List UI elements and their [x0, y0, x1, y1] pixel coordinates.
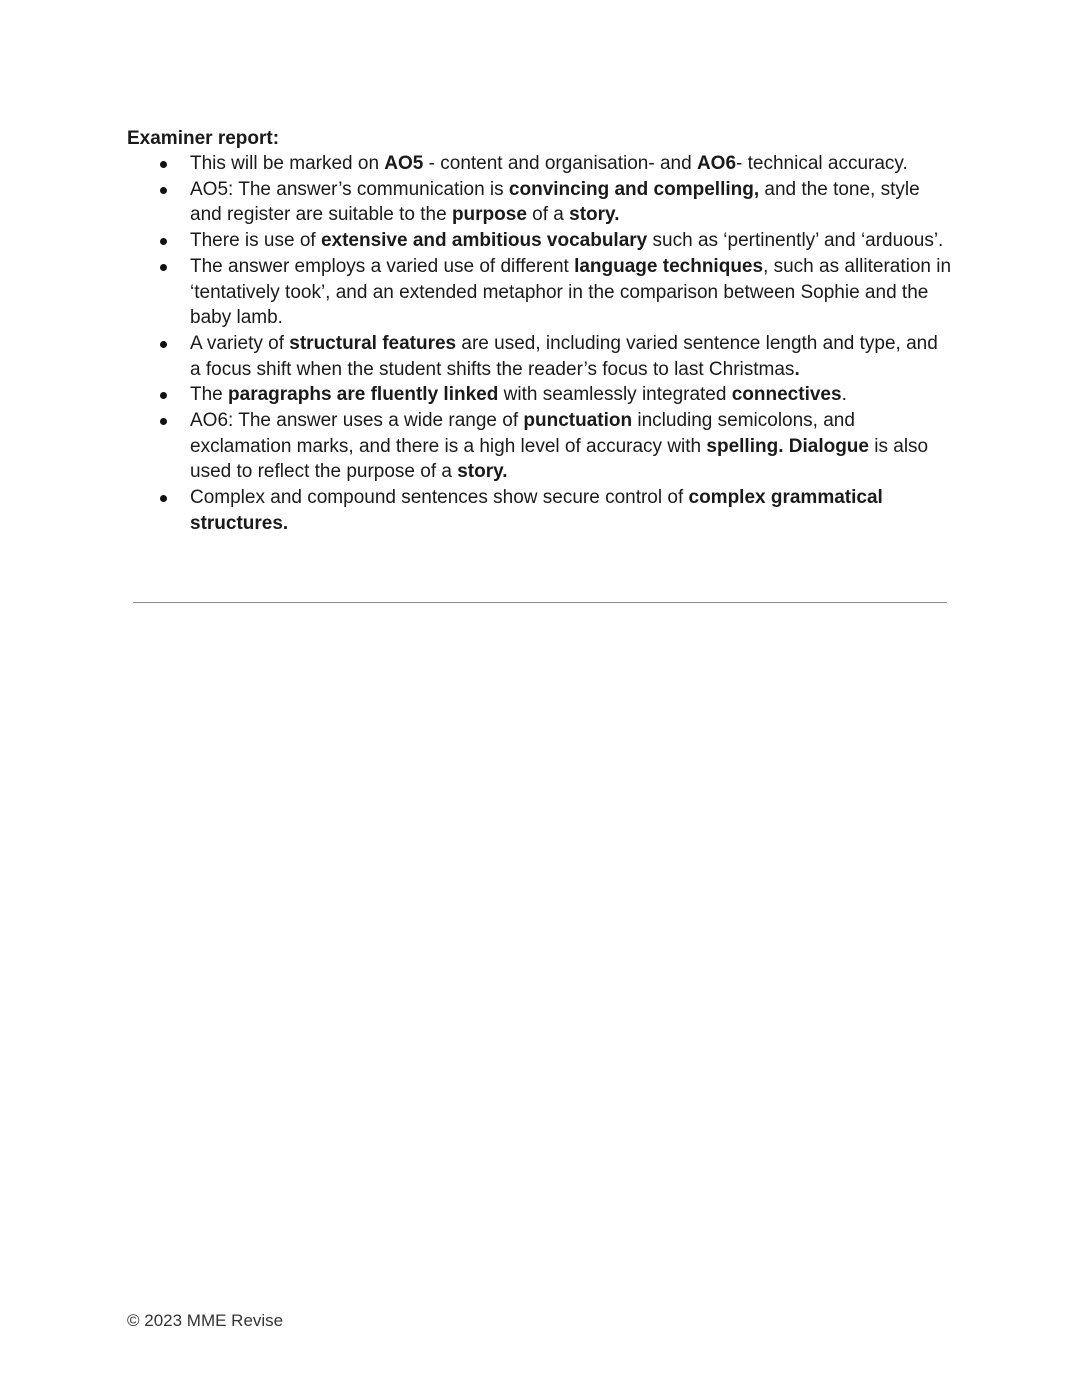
text-run: A variety of: [190, 332, 290, 354]
bullet-icon: [160, 264, 167, 271]
text-run: such as ‘pertinently’ and ‘arduous’.: [647, 230, 944, 252]
text-run: with seamlessly integrated: [498, 384, 732, 406]
text-run: This will be marked on: [190, 153, 385, 174]
text-run: .: [841, 384, 847, 406]
examiner-report-list: [0, 151, 1080, 537]
bullet-text: [190, 410, 928, 482]
text-run: The: [190, 384, 229, 406]
text-run: There is use of: [190, 230, 321, 252]
list-item: [0, 254, 1080, 331]
bold-text-run: story.: [457, 461, 508, 483]
bullet-icon: [160, 418, 167, 425]
bold-text-run: convincing and compelling,: [508, 178, 760, 200]
bullet-text: [190, 153, 908, 174]
text-run: and the tone, style and register are suitable to the: [190, 178, 920, 226]
text-run: including semicolons, and exclamation marks, and there is a high level of accuracy with: [190, 410, 855, 457]
bold-text-run: AO6: [696, 153, 737, 174]
examiner-report-heading: Examiner report:: [127, 128, 280, 149]
bullet-icon: [160, 495, 167, 502]
copyright-footer: © 2023 MME Revise: [127, 1311, 284, 1330]
bullet-icon: [160, 341, 167, 348]
bold-text-run: connectives: [731, 384, 842, 406]
text-run: of a: [526, 204, 570, 226]
bullet-icon: [160, 392, 167, 399]
bold-text-run: story.: [569, 204, 620, 226]
list-item: [0, 408, 1080, 485]
text-run: AO5: The answer’s communication is: [190, 178, 509, 200]
bold-text-run: language techniques: [574, 255, 764, 277]
list-item: [0, 151, 1080, 177]
bold-text-run: complex grammatical structures.: [190, 487, 883, 534]
bold-text-run: punctuation: [523, 410, 633, 432]
horizontal-divider: [133, 602, 947, 603]
text-run: , such as alliteration in ‘tentatively took’, and an extended metaphor in the comparison between Sophie and the baby lamb.: [190, 255, 952, 329]
bullet-text: [190, 333, 938, 380]
text-run: AO6: The answer uses a wide range of: [190, 410, 524, 432]
bullet-text: [190, 179, 920, 226]
bullet-text: [190, 384, 847, 405]
bold-text-run: .: [794, 358, 800, 380]
text-run: The answer employs a varied use of different: [190, 255, 575, 277]
bold-text-run: paragraphs are fluently linked: [228, 384, 499, 406]
text-run: are used, including varied sentence length and type, and a focus shift when the student shifts the reader’s focus to last Christmas: [190, 332, 938, 380]
bullet-icon: [160, 238, 167, 245]
text-run: - content and organisation- and: [423, 153, 697, 174]
bullet-icon: [160, 187, 167, 194]
bullet-icon: [160, 161, 167, 168]
list-item: [0, 382, 1080, 408]
text-run: is also used to reflect the purpose of a: [190, 435, 929, 483]
bullet-text: [190, 230, 943, 251]
list-item: [0, 331, 1080, 382]
list-item: [0, 485, 1080, 536]
bullet-text: [190, 487, 883, 534]
bold-text-run: structural features: [289, 332, 457, 354]
bold-text-run: spelling. Dialogue: [706, 435, 869, 457]
bullet-text: [190, 256, 951, 328]
text-run: Complex and compound sentences show secure control of: [190, 487, 689, 509]
list-item: [0, 177, 1080, 228]
bold-text-run: extensive and ambitious vocabulary: [320, 230, 648, 252]
text-run: - technical accuracy.: [736, 153, 908, 174]
bold-text-run: purpose: [451, 204, 527, 226]
list-item: [0, 228, 1080, 254]
bold-text-run: AO5: [384, 153, 424, 174]
